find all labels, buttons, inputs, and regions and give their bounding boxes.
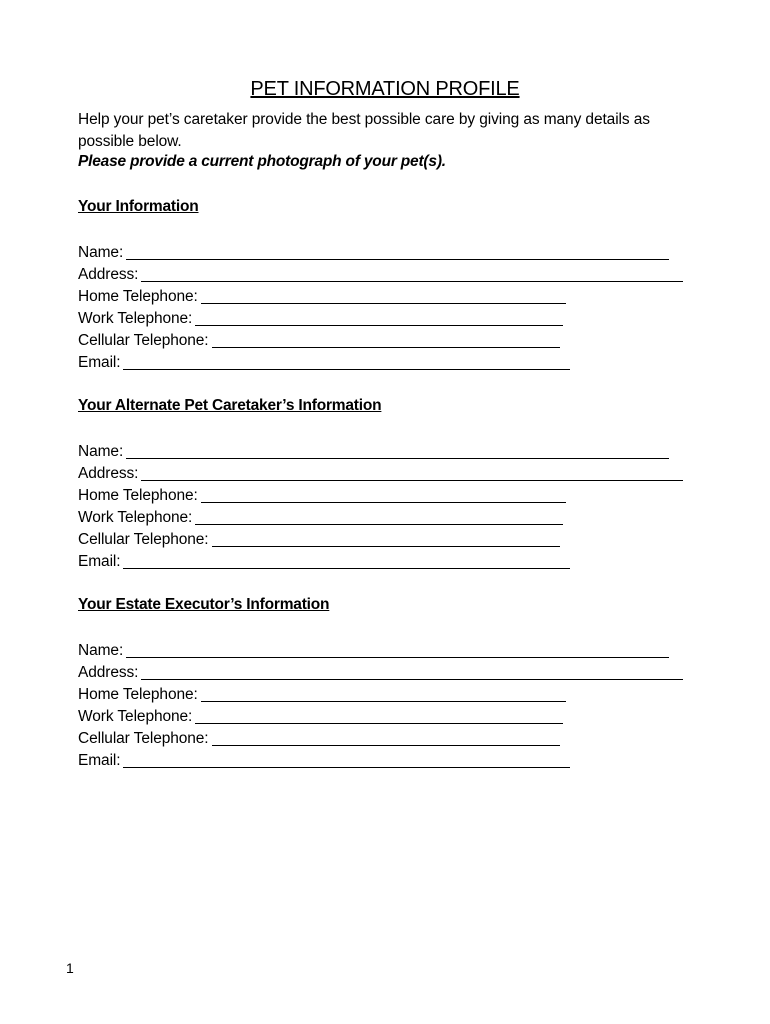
executor-work-telephone-field[interactable]: [78, 704, 563, 726]
caretaker-address-field[interactable]: [78, 461, 683, 483]
fill-line[interactable]: [212, 745, 560, 746]
fill-line[interactable]: [141, 281, 683, 282]
fill-line[interactable]: [141, 480, 683, 481]
field-label: Home Telephone:: [78, 686, 198, 703]
executor-home-telephone-field[interactable]: [78, 682, 566, 704]
page-title: PET INFORMATION PROFILE: [250, 78, 520, 100]
page-number: 1: [66, 960, 74, 976]
field-label: Work Telephone:: [78, 509, 193, 526]
fill-line[interactable]: [126, 259, 669, 260]
field-label: Email:: [78, 553, 121, 570]
field-label: Cellular Telephone:: [78, 730, 209, 747]
caretaker-home-telephone-field[interactable]: [78, 483, 566, 505]
field-label: Address:: [78, 266, 139, 283]
field-label: Address:: [78, 465, 139, 482]
field-label: Cellular Telephone:: [78, 332, 209, 349]
executor-name-field[interactable]: [78, 638, 669, 660]
fill-line[interactable]: [141, 679, 683, 680]
executor-cellular-telephone-field[interactable]: [78, 726, 560, 748]
field-label: Cellular Telephone:: [78, 531, 209, 548]
fill-line[interactable]: [126, 657, 669, 658]
section-heading-alternate-caretaker: Your Alternate Pet Caretaker’s Information: [78, 397, 382, 414]
field-label: Name:: [78, 244, 124, 261]
owner-address-field[interactable]: [78, 262, 683, 284]
fill-line[interactable]: [195, 723, 563, 724]
field-label: Work Telephone:: [78, 310, 193, 327]
field-label: Name:: [78, 642, 124, 659]
field-label: Name:: [78, 443, 124, 460]
owner-cellular-telephone-field[interactable]: [78, 328, 560, 350]
caretaker-name-field[interactable]: [78, 439, 669, 461]
section-heading-estate-executor: Your Estate Executor’s Information: [78, 596, 330, 613]
photo-instruction: Please provide a current photograph of your pet(s).: [78, 153, 446, 170]
owner-email-field[interactable]: [78, 350, 570, 372]
owner-work-telephone-field[interactable]: [78, 306, 563, 328]
fill-line[interactable]: [123, 568, 570, 569]
field-label: Home Telephone:: [78, 487, 198, 504]
caretaker-email-field[interactable]: [78, 549, 570, 571]
intro-text: Help your pet’s caretaker provide the best possible care by giving as many details as possible below.: [78, 111, 650, 150]
field-label: Work Telephone:: [78, 708, 193, 725]
executor-email-field[interactable]: [78, 748, 570, 770]
field-label: Email:: [78, 354, 121, 371]
field-label: Email:: [78, 752, 121, 769]
fill-line[interactable]: [123, 369, 570, 370]
fill-line[interactable]: [201, 701, 566, 702]
caretaker-work-telephone-field[interactable]: [78, 505, 563, 527]
owner-home-telephone-field[interactable]: [78, 284, 566, 306]
caretaker-cellular-telephone-field[interactable]: [78, 527, 560, 549]
fill-line[interactable]: [123, 767, 570, 768]
executor-address-field[interactable]: [78, 660, 683, 682]
fill-line[interactable]: [201, 502, 566, 503]
section-heading-your-information: Your Information: [78, 198, 199, 215]
fill-line[interactable]: [212, 546, 560, 547]
owner-name-field[interactable]: [78, 240, 669, 262]
field-label: Address:: [78, 664, 139, 681]
fill-line[interactable]: [201, 303, 566, 304]
fill-line[interactable]: [195, 524, 563, 525]
fill-line[interactable]: [126, 458, 669, 459]
fill-line[interactable]: [195, 325, 563, 326]
fill-line[interactable]: [212, 347, 560, 348]
field-label: Home Telephone:: [78, 288, 198, 305]
